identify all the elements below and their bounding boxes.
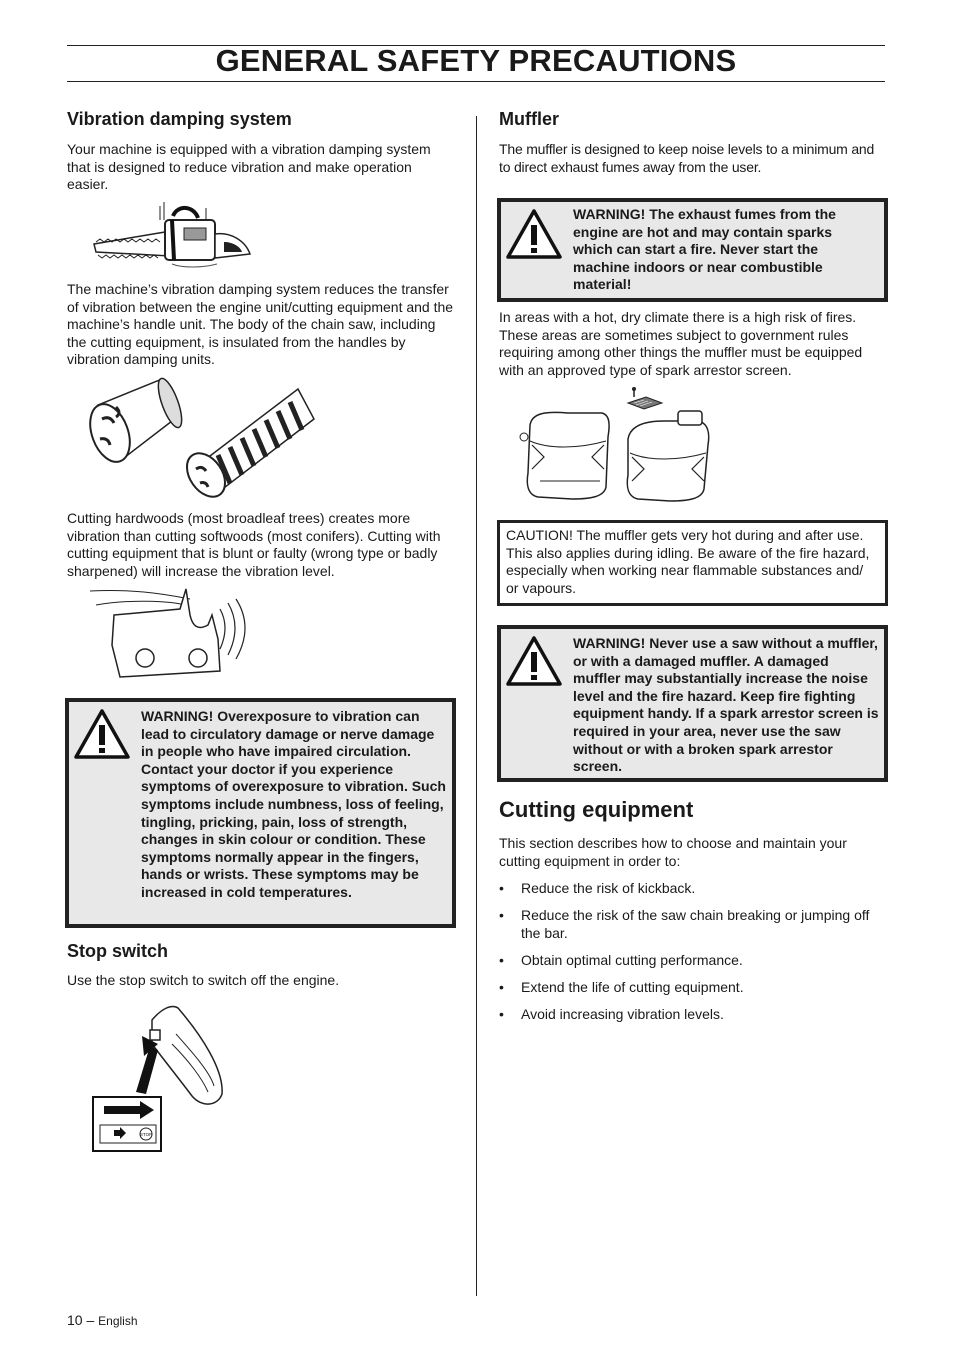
muffler-heading: Muffler [499,109,559,129]
vibration-damper-illustration [88,375,323,500]
cutting-equipment-intro: This section describes how to choose and maintain your cutting equipment in order to: [499,835,847,869]
list-item: • Reduce the risk of the saw chain breaking or jumping off the bar. [499,906,870,941]
list-item: • Extend the life of cutting equipment. [499,978,744,995]
warning-triangle-icon [73,708,131,760]
stop-switch-heading: Stop switch [67,941,169,961]
page-footer [67,1312,138,1328]
warning-triangle-icon [505,635,563,687]
exhaust-warning-box [497,198,888,302]
muffler-warning-text: WARNING! Never use a saw without a muffler, or with a damaged muffler. A damaged muffler may substantially increase the noise level and the fire hazard. Keep fire fighting equipment handy. If a spark arrestor screen is required in your area, never use the saw without or with a broken spark arrestor screen. [573,635,879,775]
page-number: 10 – [67,1312,95,1328]
vibration-warning-box [65,698,456,928]
stop-switch-illustration [92,1000,232,1155]
muffler-fire-risk: In areas with a hot, dry climate there is a high risk of fires. These areas are sometimes subject to government rules requiring among other things the muffler must be equipped with an approved type of spark arrestor screen. [499,309,863,378]
muffler-warning-box [497,625,888,782]
cutting-equipment-list [499,880,887,1033]
vibration-heading: Vibration damping system [67,109,292,129]
footer-language: English [98,1314,138,1328]
cutting-equipment-heading: Cutting equipment [499,797,694,822]
muffler-intro: The muffler is designed to keep noise levels to a minimum and to direct exhaust fumes away from the user. [499,141,875,175]
exhaust-warning-text: WARNING! The exhaust fumes from the engine are hot and may contain sparks which can start a fire. Never start the machine indoors or near combustible material! [573,206,836,293]
list-item: • Obtain optimal cutting performance. [499,951,743,968]
column-divider [476,116,477,1296]
list-item: • Reduce the risk of kickback. [499,880,696,896]
muffler-caution-box: CAUTION! The muffler gets very hot during and after use. This also applies during idling. Be aware of the fire hazard, especially when working near flammable substances and/ or vapours. [497,520,888,606]
page-title: GENERAL SAFETY PRECAUTIONS [215,43,737,78]
vibration-description: The machine’s vibration damping system reduces the transfer of vibration between the engine unit/cutting equipment and the machine’s handle unit. The body of the chain saw, including the cutting equipment, is insulated from the handles by vibration damping units. [67,281,454,368]
muffler-illustration [518,385,718,505]
list-item: • Avoid increasing vibration levels. [499,1005,724,1022]
vibration-hardwoods: Cutting hardwoods (most broadleaf trees) creates more vibration than cutting softwoods (most conifers). Cutting with cutting equipment that is blunt or faulty (wrong type or badly sharpened) will increase the vibration level. [67,510,441,579]
vibration-warning-text: WARNING! Overexposure to vibration can lead to circulatory damage or nerve damage in people who have impaired circulation. Contact your doctor if you experience symptoms of overexposure to vibration. Such symptoms include numbness, loss of feeling, tingling, pricking, pain, loss of strength, changes in skin colour or condition. These symptoms normally appear in the fingers, hands or wrists. These symptoms may be increased in cold temperatures. [141,708,446,900]
chainsaw-illustration [90,198,255,270]
header-rule-bottom [67,81,885,82]
saw-chain-cutter-illustration [90,585,260,685]
warning-triangle-icon [505,208,563,260]
stop-switch-text: Use the stop switch to switch off the engine. [67,972,340,988]
vibration-intro: Your machine is equipped with a vibration damping system that is designed to reduce vibration and make operation easier. [67,141,431,193]
stop-label: STOP [139,1132,153,1137]
